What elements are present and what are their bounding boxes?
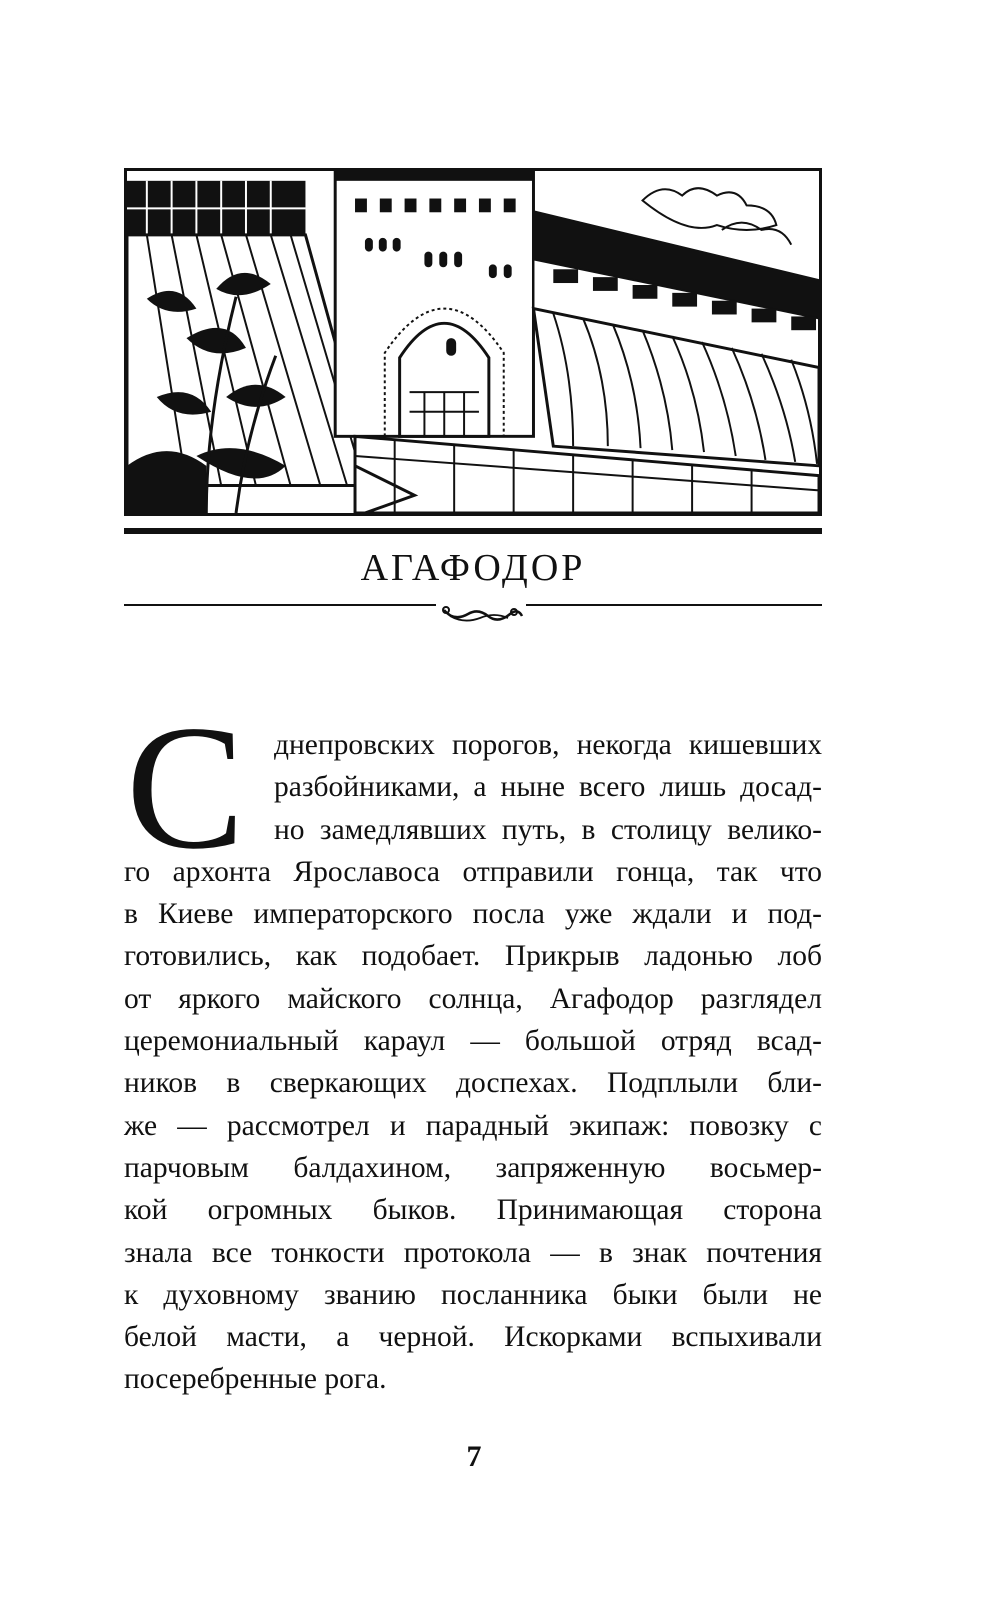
text-line: парчовым балдахином, запряженную восьмер- (124, 1151, 822, 1184)
drop-cap-letter: С (126, 688, 245, 886)
flourish-ornament-icon (436, 598, 526, 628)
chapter-title: АГАФОДОР (360, 547, 586, 589)
text-line: к духовному званию посланника быки были не (124, 1278, 822, 1311)
chapter-body-text (124, 688, 822, 1401)
text-line: белой масти, а черной. Искорками вспыхивали (124, 1321, 822, 1354)
page-number: 7 (466, 1440, 482, 1473)
text-line: знала все тонкости протокола — в знак почтения (124, 1236, 822, 1269)
text-line: готовились, как подобает. Прикрыв ладонью лоб (124, 940, 822, 973)
text-line: посеребренные рога. (124, 1363, 387, 1396)
text-line: кой огромных быков. Принимающая сторона (124, 1194, 822, 1227)
text-line: го архонта Ярославоса отправили гонца, так что (124, 855, 822, 888)
text-line: от яркого майского солнца, Агафодор разглядел (124, 982, 822, 1015)
text-line: в Киеве императорского посла уже ждали и под- (124, 898, 822, 931)
illustration-drawing (127, 171, 819, 513)
text-line: разбойниками, а ныне всего лишь досад- (274, 771, 822, 804)
fortress-dam-illustration-icon (124, 168, 822, 516)
text-line: но замедлявших путь, в столицу велико- (274, 813, 822, 846)
top-divider-thick (124, 528, 822, 534)
text-line: днепровских порогов, некогда кишевших (274, 729, 822, 761)
text-line: же — рассмотрел и парадный экипаж: повозку с (124, 1109, 822, 1142)
text-line: ников в сверкающих доспехах. Подплыли бли- (124, 1067, 822, 1100)
text-line: церемониальный караул — большой отряд всад- (124, 1025, 822, 1058)
